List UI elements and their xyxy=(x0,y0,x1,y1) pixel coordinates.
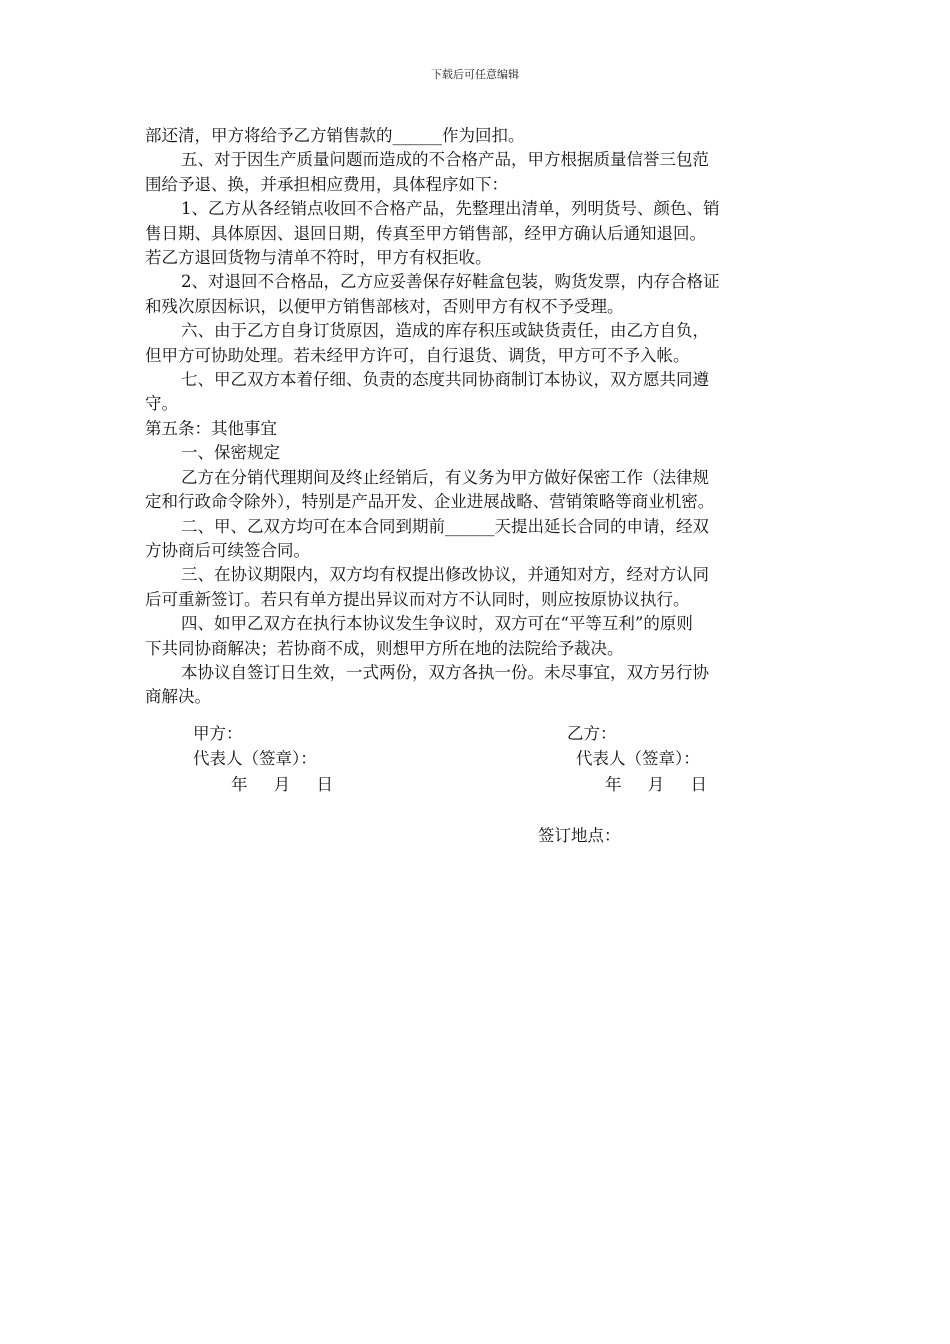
paragraph-line: 2、对退回不合格品，乙方应妥善保存好鞋盒包装，购货发票，内存合格证 xyxy=(181,272,720,292)
paragraph-line: 一、保密规定 xyxy=(181,443,280,463)
paragraph-line: 商解决。 xyxy=(145,687,211,707)
party-a-label: 甲方： xyxy=(193,724,243,743)
signing-place: 签订地点： xyxy=(538,826,621,845)
page-header-note: 下载后可任意编辑 xyxy=(431,68,519,81)
paragraph-line: 二、甲、乙双方均可在本合同到期前______天提出延长合同的申请，经双 xyxy=(181,516,709,536)
paragraph-line: 七、甲乙双方本着仔细、负责的态度共同协商制订本协议，双方愿共同遵 xyxy=(181,370,709,390)
paragraph-line: 但甲方可协助处理。若未经甲方许可，自行退货、调货，甲方可不予入帐。 xyxy=(145,345,690,365)
paragraph-line: 下共同协商解决；若协商不成，则想甲方所在地的法院给予裁决。 xyxy=(145,638,624,658)
contract-body xyxy=(145,124,805,710)
party-a-date: 年 月 日 xyxy=(231,775,333,794)
party-a-representative: 代表人（签章）： xyxy=(193,749,317,768)
paragraph-line: 1、乙方从各经销点收回不合格产品，先整理出清单，列明货号、颜色、销 xyxy=(181,199,720,219)
party-b-representative: 代表人（签章）： xyxy=(576,749,700,768)
section-heading: 第五条：其他事宜 xyxy=(145,418,277,438)
paragraph-line: 五、对于因生产质量问题而造成的不合格产品，甲方根据质量信誉三包范 xyxy=(181,150,709,170)
party-b-label: 乙方： xyxy=(567,724,617,743)
paragraph-line: 四、如甲乙双方在执行本协议发生争议时，双方可在“平等互利”的原则 xyxy=(181,614,693,634)
party-b-date: 年 月 日 xyxy=(605,775,707,794)
paragraph-line: 若乙方退回货物与清单不符时，甲方有权拒收。 xyxy=(145,248,492,268)
paragraph-line: 围给予退、换，并承担相应费用，具体程序如下： xyxy=(145,174,508,194)
paragraph-line: 售日期、具体原因、退回日期，传真至甲方销售部，经甲方确认后通知退回。 xyxy=(145,223,706,243)
paragraph-line: 定和行政命令除外），特别是产品开发、企业进展战略、营销策略等商业机密。 xyxy=(145,492,715,512)
paragraph-line: 三、在协议期限内，双方均有权提出修改协议，并通知对方，经对方认同 xyxy=(181,565,709,585)
paragraph-line: 和残次原因标识，以便甲方销售部核对，否则甲方有权不予受理。 xyxy=(145,296,624,316)
paragraph-line: 本协议自签订日生效，一式两份，双方各执一份。未尽事宜，双方另行协 xyxy=(181,662,709,682)
paragraph-line: 六、由于乙方自身订货原因，造成的库存积压或缺货责任，由乙方自负， xyxy=(181,321,709,341)
paragraph-line: 后可重新签订。若只有单方提出异议而对方不认同时，则应按原协议执行。 xyxy=(145,589,690,609)
paragraph-line: 部还清，甲方将给予乙方销售款的______作为回扣。 xyxy=(145,126,525,145)
paragraph-line: 乙方在分销代理期间及终止经销后，有义务为甲方做好保密工作（法律规 xyxy=(181,467,709,487)
paragraph-line: 方协商后可续签合同。 xyxy=(145,540,310,560)
paragraph-line: 守。 xyxy=(145,394,178,414)
